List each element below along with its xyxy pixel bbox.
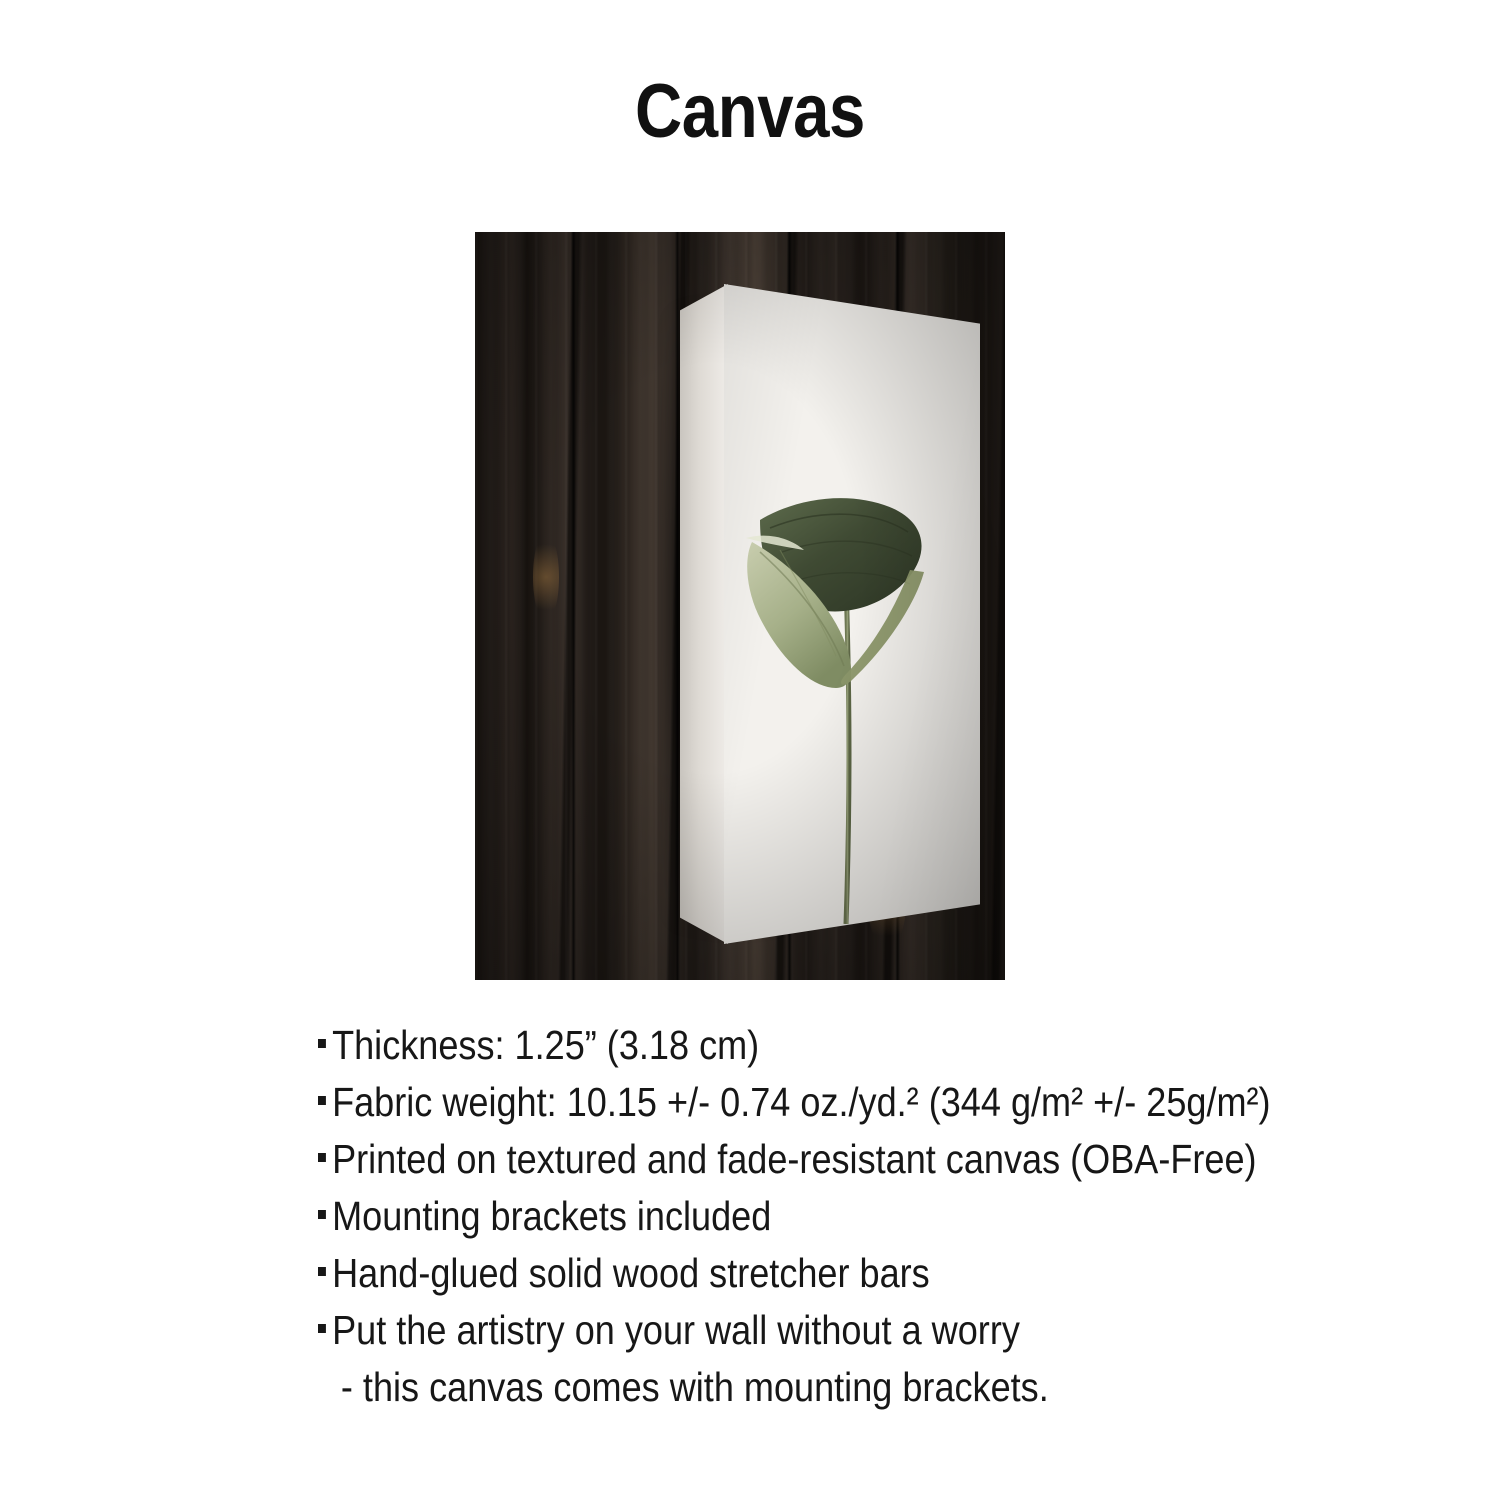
spec-text: Hand-glued solid wood stretcher bars	[332, 1250, 930, 1297]
list-item	[318, 1020, 1286, 1070]
bullet-icon	[318, 1039, 326, 1048]
list-item-continuation: - this canvas comes with mounting brackets.	[340, 1364, 1049, 1411]
list-item	[318, 1248, 1286, 1298]
bullet-icon	[318, 1267, 326, 1276]
spec-text: Put the artistry on your wall without a worry	[332, 1307, 1020, 1354]
list-item	[318, 1134, 1286, 1184]
product-image	[475, 232, 1005, 980]
spec-text: Fabric weight: 10.15 +/- 0.74 oz./yd.² (344 g/m² +/- 25g/m²)	[332, 1079, 1271, 1126]
spec-text: Thickness: 1.25” (3.18 cm)	[332, 1022, 760, 1068]
bullet-icon	[318, 1324, 326, 1333]
image-vignette	[475, 232, 1005, 980]
bullet-icon	[318, 1096, 326, 1105]
list-item	[318, 1305, 1286, 1355]
spec-text: Mounting brackets included	[332, 1193, 772, 1240]
bullet-icon	[318, 1153, 326, 1162]
page-title: Canvas	[635, 69, 865, 154]
list-item	[318, 1077, 1286, 1127]
list-item	[318, 1191, 1286, 1241]
spec-list	[318, 1020, 1418, 1419]
bullet-icon	[318, 1210, 326, 1219]
spec-text: Printed on textured and fade-resistant canvas (OBA-Free)	[332, 1136, 1257, 1183]
